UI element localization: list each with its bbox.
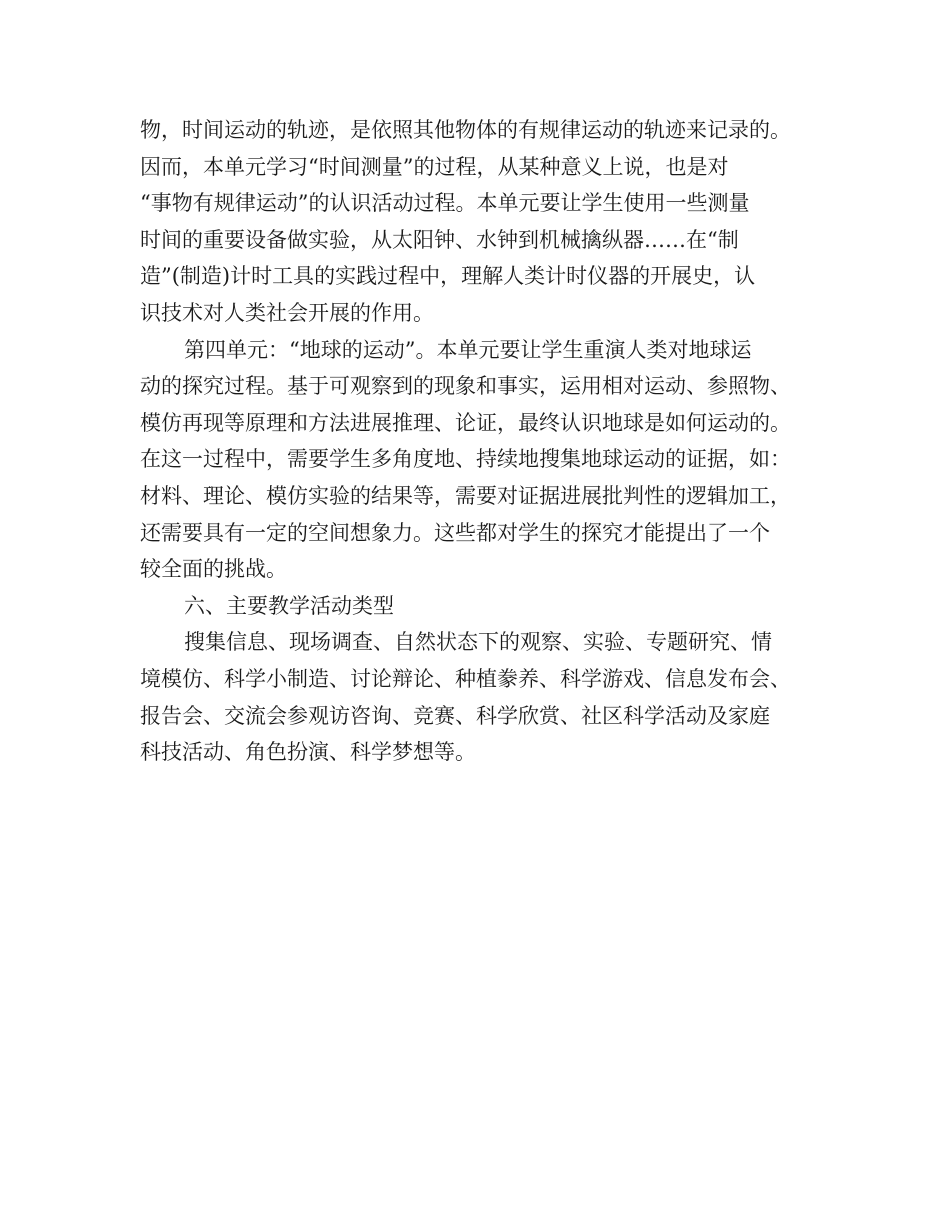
document-body [140, 112, 840, 771]
paragraph-line: 境模仿、科学小制造、讨论辩论、种植豢养、科学游戏、信息发布会、 [140, 666, 791, 691]
paragraph-line: 科技活动、角色扮演、科学梦想等。 [140, 740, 476, 765]
paragraph-line: “事物有规律运动”的认识活动过程。本单元要让学生使用一些测量 [140, 191, 750, 216]
paragraph-line: 造”(制造)计时工具的实践过程中，理解人类计时仪器的开展史，认 [140, 264, 756, 289]
paragraph-line: 动的探究过程。基于可观察到的现象和事实，运用相对运动、参照物、 [140, 374, 791, 399]
paragraph-line: 还需要具有一定的空间想象力。这些都对学生的探究才能提出了一个 [140, 520, 770, 545]
section-heading: 六、主要教学活动类型 [184, 593, 394, 618]
paragraph-line: 时间的重要设备做实验，从太阳钟、水钟到机械擒纵器……在“制 [140, 227, 739, 252]
paragraph-line: 物，时间运动的轨迹，是依照其他物体的有规律运动的轨迹来记录的。 [140, 118, 791, 142]
paragraph-line: 因而，本单元学习“时间测量”的过程，从某种意义上说，也是对 [140, 154, 729, 179]
paragraph-line: 第四单元：“地球的运动”。本单元要让学生重演人类对地球运 [184, 337, 752, 362]
paragraph-line: 搜集信息、现场调查、自然状态下的观察、实验、专题研究、情 [184, 630, 772, 655]
paragraph-time-measurement [140, 112, 840, 332]
paragraph-unit-four [140, 332, 840, 588]
paragraph-line: 识技术对人类社会开展的作用。 [140, 300, 434, 325]
paragraph-line: 模仿再现等原理和方法进展推理、论证，最终认识地球是如何运动的。 [140, 410, 791, 435]
paragraph-line: 在这一过程中，需要学生多角度地、持续地搜集地球运动的证据，如： [140, 447, 791, 472]
paragraph-line: 较全面的挑战。 [140, 557, 287, 582]
paragraph-activity-types [140, 624, 840, 770]
paragraph-line: 报告会、交流会参观访咨询、竞赛、科学欣赏、社区科学活动及家庭 [140, 703, 770, 728]
paragraph-line: 材料、理论、模仿实验的结果等，需要对证据进展批判性的逻辑加工， [140, 483, 791, 508]
